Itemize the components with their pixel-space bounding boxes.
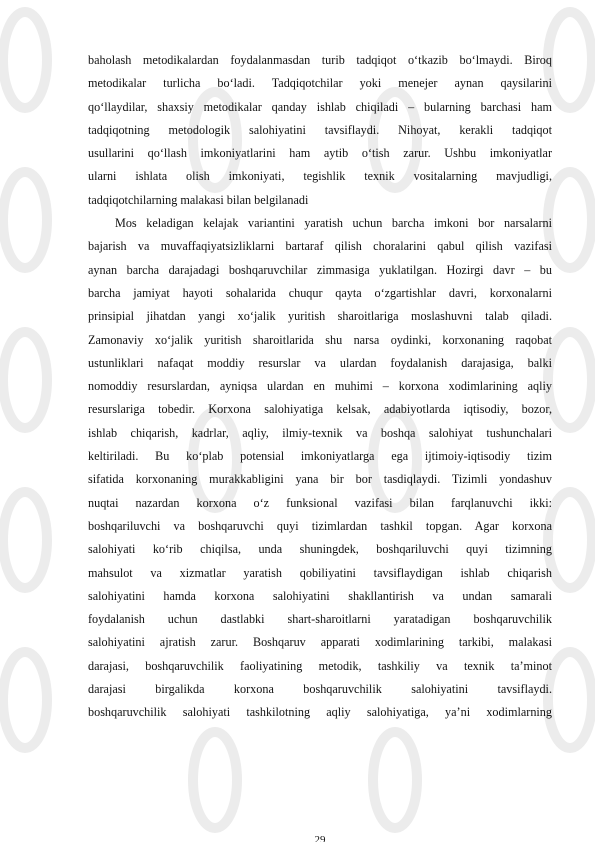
text-line-13: Zamonaviy xo‘jalik yuritish sharoitlarida shu narsa oydinki, korxonaning raqobat <box>88 332 552 347</box>
page-number: 29 <box>314 834 326 842</box>
text-line-21: boshqariluvchi va boshqaruvchi quyi tizimlardan tashkil topgan. Agar korxona <box>88 518 552 533</box>
text-line-16: resurslariga tobedir. Korxona salohiyatiga kelsak, adabiyotlarda iqtisodiy, bozor, <box>88 402 552 417</box>
text-line-17: ishlab chiqarish, kadrlar, aqliy, ilmiy-texnik va boshqa salohiyat tushunchalari <box>88 425 552 440</box>
text-line-12: prinsipial jihatdan yangi xo‘jalik yuritish sharoitlariga moslashuvni talab qiladi. <box>88 309 552 324</box>
text-line-6: ularni ishlata olish imkoniyati, tegishlik texnik vositalarning mavjudligi, <box>88 169 552 184</box>
text-line-2: metodikalar turlicha bo‘ladi. Tadqiqotchilar yoki menejer aynan qaysilarini <box>88 76 552 91</box>
text-line-8: Mos keladigan kelajak variantini yaratish uchun barcha imkoni bor narsalarni <box>115 216 552 231</box>
text-line-4: tadqiqotning metodologik salohiyatini tavsiflaydi. Nihoyat, kerakli tadqiqot <box>88 122 552 137</box>
text-line-24: salohiyatini hamda korxona salohiyatini shakllantirish va undan samarali <box>88 588 552 603</box>
text-line-18: keltiriladi. Bu ko‘plab potensial imkoniyatlarga ega ijtimoiy-iqtisodiy tizim <box>88 449 552 464</box>
text-line-9: bajarish va muvaffaqiyatsizliklarni bartaraf qilish choralarini qabul qilish vazifasi <box>88 239 552 254</box>
body-text <box>88 49 552 725</box>
text-line-28: darajasi birgalikda korxona boshqaruvchilik salohiyatini tavsiflaydi. <box>88 682 552 697</box>
text-line-22: salohiyati ko‘rib chiqilsa, unda shuningdek, boshqariluvchi quyi tizimning <box>88 542 552 557</box>
text-line-1: baholash metodikalardan foydalanmasdan turib tadqiqot o‘tkazib bo‘lmaydi. Biroq <box>88 53 552 67</box>
text-line-14: ustunliklari nafaqat moddiy resurslar va ulardan foydalanish darajasiga, balki <box>88 355 552 370</box>
text-line-5: usullarini qo‘llash imkoniyatlarini ham aytib o‘tish zarur. Ushbu imkoniyatlar <box>88 146 552 161</box>
text-line-23: mahsulot va xizmatlar yaratish qobiliyatini tavsiflaydigan ishlab chiqarish <box>88 565 552 580</box>
text-line-7: tadqiqotchilarning malakasi bilan belgilanadi <box>88 192 309 207</box>
text-line-10: aynan barcha darajadagi boshqaruvchilar zimmasiga yuklatilgan. Hozirgi davr – bu <box>88 262 552 277</box>
text-line-19: sifatida korxonaning murakkabligini yana bir bor tasdiqlaydi. Tizimli yondashuv <box>88 472 552 487</box>
text-line-27: darajasi, boshqaruvchilik faoliyatining metodik, tashkiliy va texnik ta’minot <box>88 658 552 673</box>
text-line-15: nomoddiy resurslardan, ayniqsa ulardan en muhimi – korxona xodimlarining aqliy <box>88 379 552 394</box>
text-line-20: nuqtai nazardan korxona o‘z funksional vazifasi bilan farqlanuvchi ikki: <box>88 495 552 510</box>
text-line-25: foydalanish uchun dastlabki shart-sharoitlarni yaratadigan boshqaruvchilik <box>88 612 552 627</box>
text-line-29: boshqaruvchilik salohiyati tashkilotning aqliy salohiyatiga, ya’ni xodimlarning <box>88 705 552 720</box>
text-line-3: qo‘llaydilar, shaxsiy metodikalar qanday ishlab chiqiladi – bularning barchasi ham <box>88 99 552 114</box>
text-line-26: salohiyatini ajratish zarur. Boshqaruv apparati xodimlarining tarkibi, malakasi <box>88 635 552 650</box>
text-line-11: barcha jamiyat hayoti sohalarida chuqur qayta o‘zgartishlar davri, korxonalarni <box>88 285 552 300</box>
